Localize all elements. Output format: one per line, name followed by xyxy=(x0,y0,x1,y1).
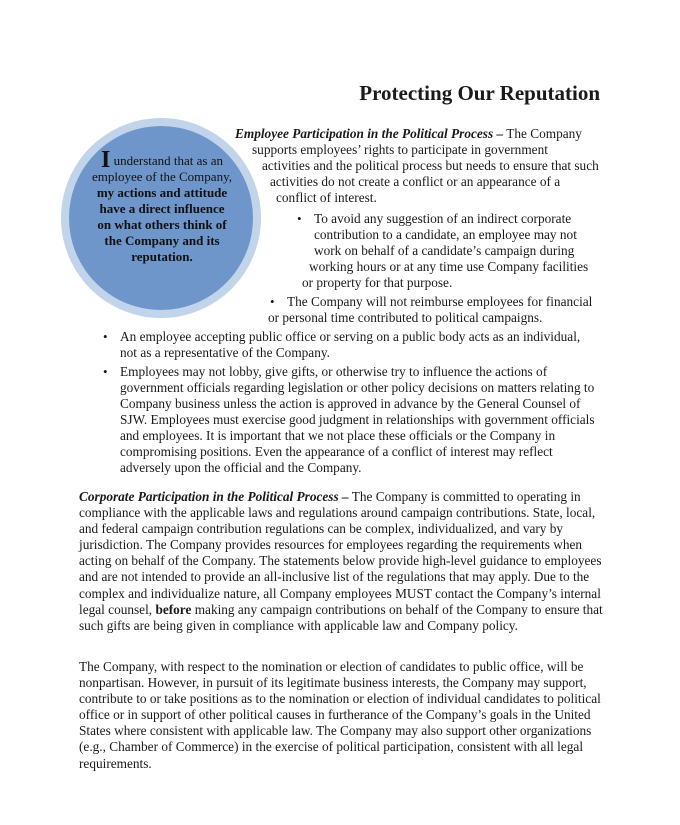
bullet-3-marker: • xyxy=(103,329,108,344)
nonpartisan-paragraph: The Company, with respect to the nomination or election of candidates to public office, will be nonpartisan. However, in pursuit of its legitimate business interests, the Company may support, contribute to or take positions as to the nomination or election of individual candidates to political office or in support of other political causes in furtherance of the Company’s goals in the United States where consistent with applicable law. The Company may also support other organizations (e.g., Chamber of Commerce) in the exercise of political participation, consistent with all legal requirements. xyxy=(79,659,601,771)
employee-section-line-5: conflict of interest. xyxy=(276,190,377,205)
before-emphasis: before xyxy=(155,601,192,617)
bullet-4-line-3: Company business unless the action is approved in advance by the General Counsel of xyxy=(120,396,581,411)
callout-text xyxy=(92,147,232,265)
corporate-section-lead: Corporate Participation in the Political Process – xyxy=(79,489,349,504)
bullet-1-line-1: To avoid any suggestion of an indirect corporate xyxy=(314,211,572,226)
employee-section-lead: Employee Participation in the Political Process – xyxy=(235,126,504,141)
bullet-4-line-1: Employees may not lobby, give gifts, or otherwise try to influence the actions of xyxy=(120,364,548,379)
employee-section-line-2: supports employees’ rights to participate in government xyxy=(252,142,548,157)
bullet-1-marker: • xyxy=(297,211,302,226)
employee-section-line-3: activities and the political process but needs to ensure that such xyxy=(262,158,599,173)
bullet-1-line-4: working hours or at any time use Company facilities xyxy=(309,259,589,274)
callout-dropcap: I xyxy=(101,147,111,173)
bullet-2-marker: • xyxy=(270,294,275,309)
bullet-1-line-5: or property for that purpose. xyxy=(302,275,453,290)
bullet-4-line-7: adversely upon the official and the Company. xyxy=(120,460,362,475)
employee-section-line-1: Employee Participation in the Political Process – The Company xyxy=(235,126,582,141)
employee-section-line-4: activities do not create a conflict or an appearance of a xyxy=(270,174,561,189)
bullet-4-marker: • xyxy=(103,364,108,379)
bullet-2-line-2: or personal time contributed to political campaigns. xyxy=(268,310,543,325)
corporate-participation-paragraph: Corporate Participation in the Political Process – The Company is committed to operating in compliance with the applicable laws and regulations around campaign contributions. State, local, and federal campaign contribution regulations can be complex, individualized, and vary by jurisdiction. The Company provides resources for employees regarding the requirements when acting on behalf of the Company. The statements below provide high-level guidance to employees and are not intended to provide an all-inclusive list of the regulations that may apply. Due to the complex and individualize nature, all Company employees MUST contact the Company’s internal legal counsel, before making any campaign contributions on behalf of the Company to ensure that such gifts are being given in compliance with applicable law and Company policy. xyxy=(79,489,603,633)
bullet-2-line-1: The Company will not reimburse employees for financial xyxy=(287,294,593,309)
bullet-4-line-2: government officials regarding legislation or other policy decisions on matters relating to xyxy=(120,380,595,395)
bullet-4-line-4: SJW. Employees must exercise good judgment in relationships with government officials xyxy=(120,412,595,427)
page-title: Protecting Our Reputation xyxy=(359,81,600,105)
bullet-1-line-3: work on behalf of a candidate’s campaign during xyxy=(314,243,575,258)
bullet-1-line-2: contribution to a candidate, an employee may not xyxy=(314,227,577,242)
bullet-3-line-1: An employee accepting public office or serving on a public body acts as an individual, xyxy=(120,329,581,344)
bullet-4-line-5: and employees. It is important that we not place these officials or the Company in xyxy=(120,428,556,443)
bullet-3-line-2: not as a representative of the Company. xyxy=(120,345,330,360)
callout-bold-text: my actions and attitude have a direct influence on what others think of the Company and its reputation. xyxy=(96,185,228,264)
bullet-4-line-6: compromising positions. Even the appearance of a conflict of interest may reflect xyxy=(120,444,553,459)
callout-plain-text: understand that as an employee of the Company, xyxy=(92,153,232,184)
